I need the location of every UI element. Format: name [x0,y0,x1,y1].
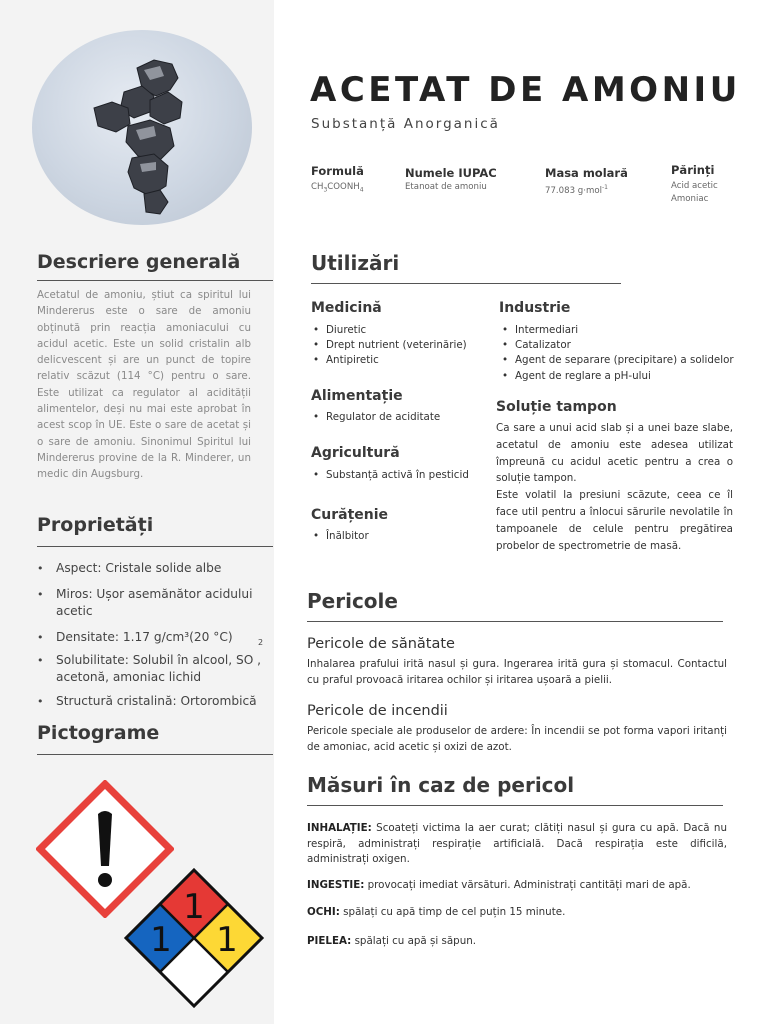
measure-text: spălați cu apă timp de cel puțin 15 minute. [339,906,566,918]
food-heading: Alimentație [311,388,403,404]
parents-value [671,180,718,206]
subscript-mark: 2 [258,638,264,647]
measure-inhalation [307,821,727,868]
property-item: • Solubilitate: Solubil în alcool, SO , acetonă, amoniac lichid [37,652,273,686]
cleaning-heading: Curățenie [311,507,389,523]
divider [37,280,273,281]
list-item: • Înălbitor [311,529,369,544]
food-list [311,410,440,425]
parent-item: Amoniac [671,194,709,204]
cleaning-list [311,529,369,544]
property-item: • Aspect: Cristale solide albe [37,560,273,577]
measure-text: spălați cu apă și săpun. [351,935,477,947]
list-item: • Regulator de aciditate [311,410,440,425]
medicine-heading: Medicină [311,300,382,316]
pictograms-heading: Pictograme [37,722,160,744]
medicine-list [311,323,467,369]
measure-label: INHALAȚIE: [307,822,372,834]
divider [37,754,273,755]
list-item: • Substanță activă în pesticid [311,468,469,483]
iupac-label: Numele IUPAC [405,166,497,180]
hazards-heading: Pericole [307,589,398,613]
measure-skin [307,934,727,950]
property-item: • Miros: Ușor asemănător acidului acetic [37,586,273,620]
divider [307,805,723,806]
measure-label: INGESTIE: [307,879,365,891]
iupac-value: Etanoat de amoniu [405,182,487,192]
divider [311,283,621,284]
molar-mass-label: Masa molară [545,166,628,180]
molar-mass-value: 77.083 g·mol$^{-1}$ [545,184,608,196]
properties-list [37,560,273,717]
agriculture-heading: Agricultură [311,445,400,461]
buffer-text [496,420,733,554]
divider [307,621,723,622]
list-item: • Agent de separare (precipitare) a solidelor [500,353,734,368]
nfpa-diamond-icon [124,868,264,1008]
page-subtitle: Substanță Anorganică [311,116,500,132]
list-item: • Agent de reglare a pH-ului [500,369,734,384]
health-hazards-heading: Pericole de sănătate [307,636,455,652]
list-item: • Drept nutrient (veterinărie) [311,338,467,353]
parents-label: Părinți [671,163,715,177]
property-item: • Structură cristalină: Ortorombică [37,693,273,710]
measure-text: Scoateți victima la aer curat; clătiți nasul și gura cu apă. Dacă nu respiră, administrați respirație artificială. Dacă respirația este dificilă, administrați oxigen. [307,822,727,865]
measure-eyes [307,905,727,921]
divider [37,546,273,547]
measure-ingestion [307,878,727,894]
parent-item: Acid acetic [671,181,718,191]
measure-label: PIELEA: [307,935,352,947]
crystal-photo [32,30,252,225]
agriculture-list [311,468,469,483]
formula-value: $CH_3COONH_4$ [311,182,364,194]
description-text: Acetatul de amoniu, știut ca spiritul lui Mindererus este o sare de amoniu obținută prin reacția amoniacului cu acidul acetic. Este un solid cristalin alb delicvescent și are un punct de topire relativ scăzut (114 °C) pentru o sare. Este utilizat ca regulator al acidității alimentelor, deși nu mai este aprobat în acest scop în UE. Este o sare de acetat și o sare de amoniu. Sinonimul Spiritul lui Mindererus provine de la R. Minderer, un medic din Augsburg. [37,289,251,481]
list-item: • Intermediari [500,323,734,338]
uses-heading: Utilizări [311,251,400,275]
nfpa-health-value: 1 [150,920,172,960]
fire-hazards-heading: Pericole de incendii [307,703,448,719]
formula-label: Formulă [311,164,364,178]
health-hazards-text: Inhalarea prafului irită nasul și gura. Ingerarea irită gura și stomacul. Contactul cu praful provoacă iritarea ochilor și iritarea ușoară a pielii. [307,658,727,686]
properties-heading: Proprietăți [37,514,154,536]
nfpa-reactivity-value: 1 [216,920,238,960]
buffer-paragraph: Ca sare a unui acid slab și a unei baze slabe, acetatul de amoniu este adesea utilizat împreună cu acidul acetic pentru a crea o soluție tampon. [496,422,733,485]
nfpa-fire-value: 1 [183,887,205,927]
list-item: • Diuretic [311,323,467,338]
industry-list [500,323,734,384]
property-item: • Densitate: 1.17 g/cm³(20 °C) [37,629,273,646]
buffer-paragraph: Este volatil la presiuni scăzute, ceea ce îl face util pentru a înlocui sărurile nevolatile în tampoanele de celule pentru pregătirea probelor de spectrometrie de masă. [496,489,733,552]
fire-hazards-text: Pericole speciale ale produselor de ardere: În incendii se pot forma vapori iritanți de amoniac, acid acetic și oxizi de azot. [307,725,727,753]
measure-label: OCHI: [307,906,340,918]
industry-heading: Industrie [499,300,571,316]
description-heading: Descriere generală [37,251,241,273]
measure-text: provocați imediat vărsături. Administrați cantități mari de apă. [364,879,691,891]
page-title: ACETAT DE AMONIU [310,70,741,110]
list-item: • Catalizator [500,338,734,353]
buffer-heading: Soluție tampon [496,399,617,415]
measures-heading: Măsuri în caz de pericol [307,773,575,797]
list-item: • Antipiretic [311,353,467,368]
